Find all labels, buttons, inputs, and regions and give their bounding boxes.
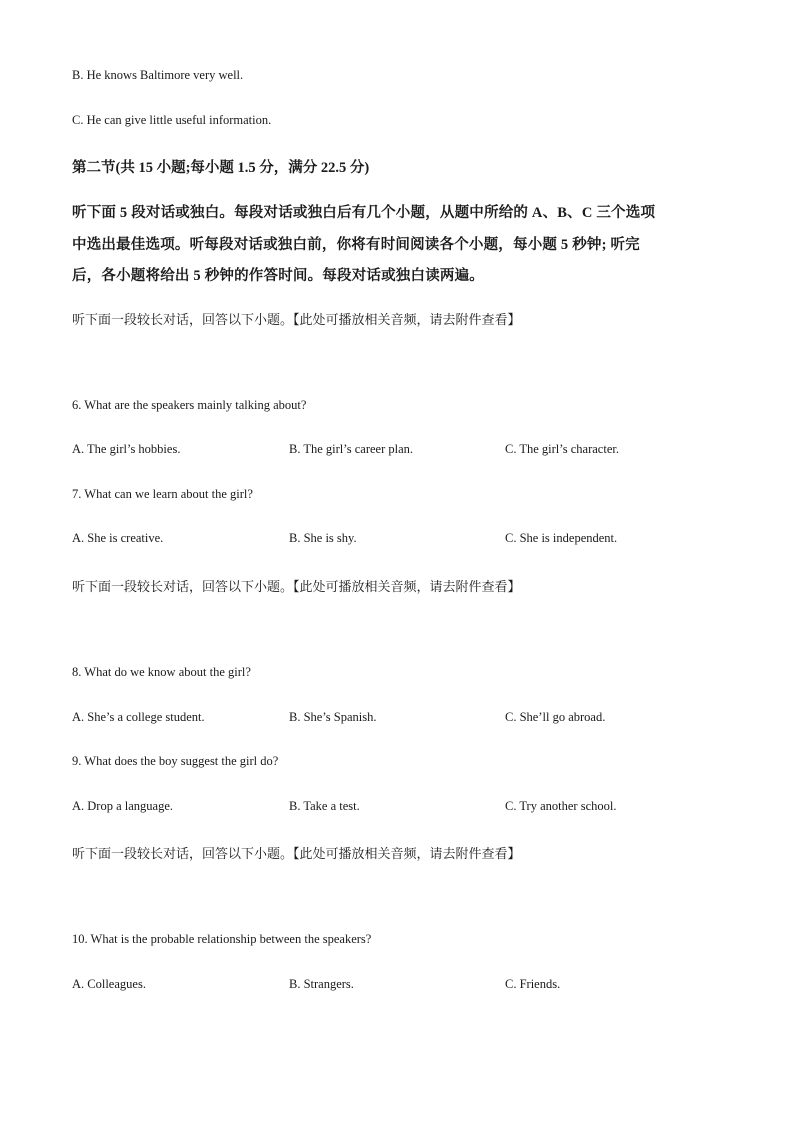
- question-stem: 10. What is the probable relationship between the speakers?: [72, 932, 372, 946]
- audio-intro: 听下面一段较长对话，回答以下小题。【此处可播放相关音频，请去附件查看】: [72, 580, 521, 595]
- option-b[interactable]: B. The girl’s career plan.: [289, 442, 414, 456]
- question-stem: 6. What are the speakers mainly talking about?: [72, 398, 307, 412]
- instruction-line-2: 中选出最佳选项。听每段对话或独白前，你将有时间阅读各个小题，每小题 5 秒钟; 听完: [72, 237, 640, 253]
- question-stem: 8. What do we know about the girl?: [72, 665, 251, 679]
- prev-option-c: C. He can give little useful information.: [72, 113, 272, 127]
- question-stem: 7. What can we learn about the girl?: [72, 487, 253, 501]
- instruction-line-3: 后，各小题将给出 5 秒钟的作答时间。每段对话或独白读两遍。: [72, 268, 484, 284]
- option-a[interactable]: A. Colleagues.: [72, 977, 146, 991]
- section-title: 第二节(共 15 小题;每小题 1.5 分，满分 22.5 分): [72, 160, 370, 176]
- prev-option-b: B. He knows Baltimore very well.: [72, 68, 244, 82]
- option-b[interactable]: B. She is shy.: [289, 531, 357, 545]
- option-a[interactable]: A. Drop a language.: [72, 799, 174, 813]
- option-b[interactable]: B. Take a test.: [289, 799, 360, 813]
- option-a[interactable]: A. She is creative.: [72, 531, 164, 545]
- instruction-line-1: 听下面 5 段对话或独白。每段对话或独白后有几个小题，从题中所给的 A、B、C 三个选项: [72, 205, 656, 221]
- option-c[interactable]: C. Friends.: [505, 977, 561, 991]
- option-a[interactable]: A. The girl’s hobbies.: [72, 442, 181, 456]
- option-c[interactable]: C. She’ll go abroad.: [505, 710, 606, 724]
- option-b[interactable]: B. Strangers.: [289, 977, 354, 991]
- audio-intro: 听下面一段较长对话，回答以下小题。【此处可播放相关音频，请去附件查看】: [72, 313, 521, 328]
- option-c[interactable]: C. Try another school.: [505, 799, 617, 813]
- question-stem: 9. What does the boy suggest the girl do?: [72, 754, 279, 768]
- audio-intro: 听下面一段较长对话，回答以下小题。【此处可播放相关音频，请去附件查看】: [72, 847, 521, 862]
- option-c[interactable]: C. She is independent.: [505, 531, 618, 545]
- option-b[interactable]: B. She’s Spanish.: [289, 710, 377, 724]
- option-c[interactable]: C. The girl’s character.: [505, 442, 619, 456]
- option-a[interactable]: A. She’s a college student.: [72, 710, 205, 724]
